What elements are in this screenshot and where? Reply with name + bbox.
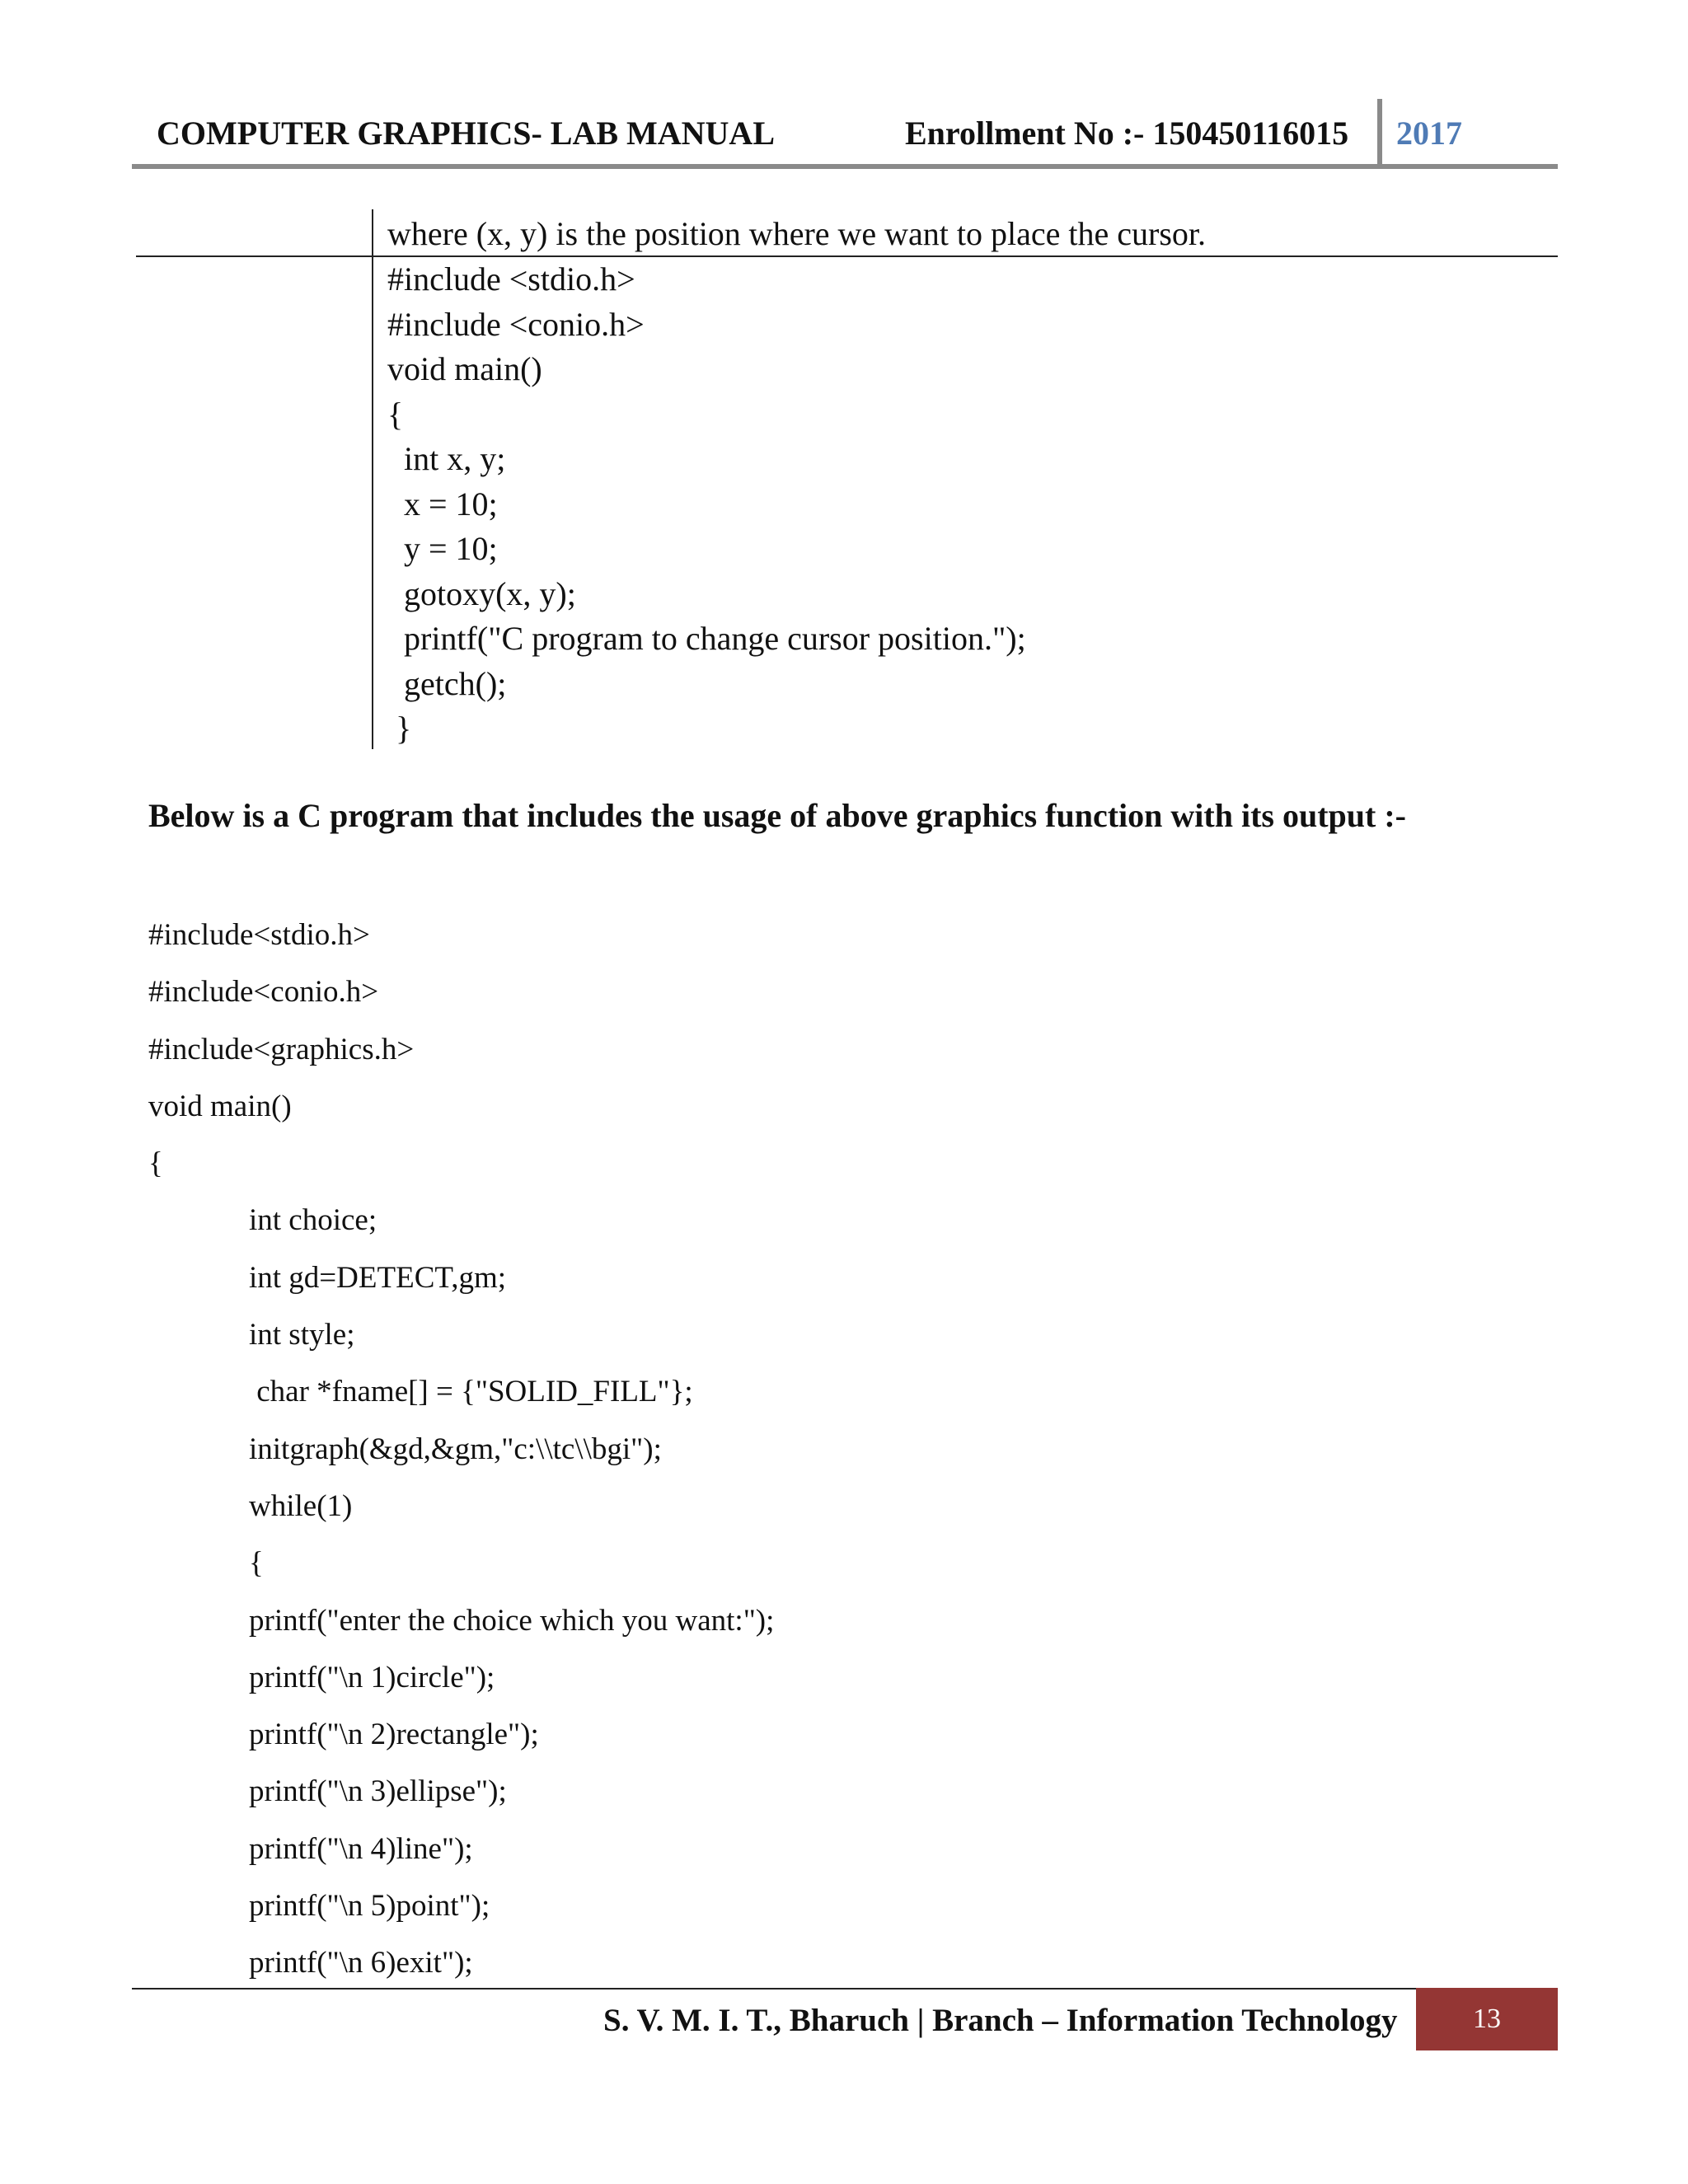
code-line: } — [387, 710, 412, 747]
table-column-border — [372, 209, 373, 749]
code-line: gotoxy(x, y); — [387, 574, 576, 612]
header-year: 2017 — [1396, 115, 1462, 152]
footer-institution: S. V. M. I. T., Bharuch | Branch – Information Technology — [603, 2003, 1398, 2038]
code-line: y = 10; — [387, 530, 498, 567]
program-line: #include<graphics.h> — [148, 1032, 415, 1066]
program-line: printf("enter the choice which you want:"); — [249, 1603, 775, 1638]
program-line: #include<stdio.h> — [148, 918, 370, 952]
header-separator — [1377, 99, 1382, 165]
code-line: x = 10; — [387, 485, 498, 523]
program-line: { — [249, 1546, 264, 1581]
page-number-box — [1416, 1988, 1558, 2050]
program-line: void main() — [148, 1089, 292, 1123]
code-line: printf("C program to change cursor position."); — [387, 620, 1026, 657]
program-line: printf("\n 3)ellipse"); — [249, 1774, 507, 1809]
program-line: { — [148, 1146, 163, 1181]
program-line: int gd=DETECT,gm; — [249, 1260, 507, 1295]
code-line: int x, y; — [387, 440, 506, 477]
code-line: getch(); — [387, 664, 507, 702]
code-line: { — [387, 395, 404, 433]
program-line: int style; — [249, 1318, 355, 1352]
program-line: initgraph(&gd,&gm,"c:\\tc\\bgi"); — [249, 1432, 662, 1466]
code-line: #include <stdio.h> — [387, 260, 635, 298]
program-line: printf("\n 5)point"); — [249, 1889, 490, 1924]
program-line: printf("\n 4)line"); — [249, 1831, 473, 1866]
code-line: void main() — [387, 350, 542, 387]
program-line: printf("\n 6)exit"); — [249, 1946, 473, 1980]
program-line: int choice; — [249, 1203, 377, 1238]
program-line: printf("\n 1)circle"); — [249, 1660, 495, 1694]
section-heading: Below is a C program that includes the usage of above graphics function with its output :- — [148, 797, 1406, 834]
table-description: where (x, y) is the position where we want to place the cursor. — [387, 215, 1207, 252]
table-code-block — [387, 257, 1026, 752]
program-listing — [148, 913, 774, 1999]
header-title: COMPUTER GRAPHICS- LAB MANUAL — [157, 115, 775, 152]
header-enrollment: Enrollment No :- 150450116015 — [905, 115, 1349, 152]
page-number: 13 — [1473, 2004, 1501, 2034]
code-line: #include <conio.h> — [387, 305, 645, 343]
program-line: #include<conio.h> — [148, 975, 379, 1010]
program-line: printf("\n 2)rectangle"); — [249, 1718, 539, 1752]
program-line: char *fname[] = {"SOLID_FILL"}; — [249, 1375, 693, 1409]
header-rule — [132, 164, 1558, 169]
program-line: while(1) — [249, 1488, 353, 1523]
footer-rule — [132, 1988, 1558, 1990]
